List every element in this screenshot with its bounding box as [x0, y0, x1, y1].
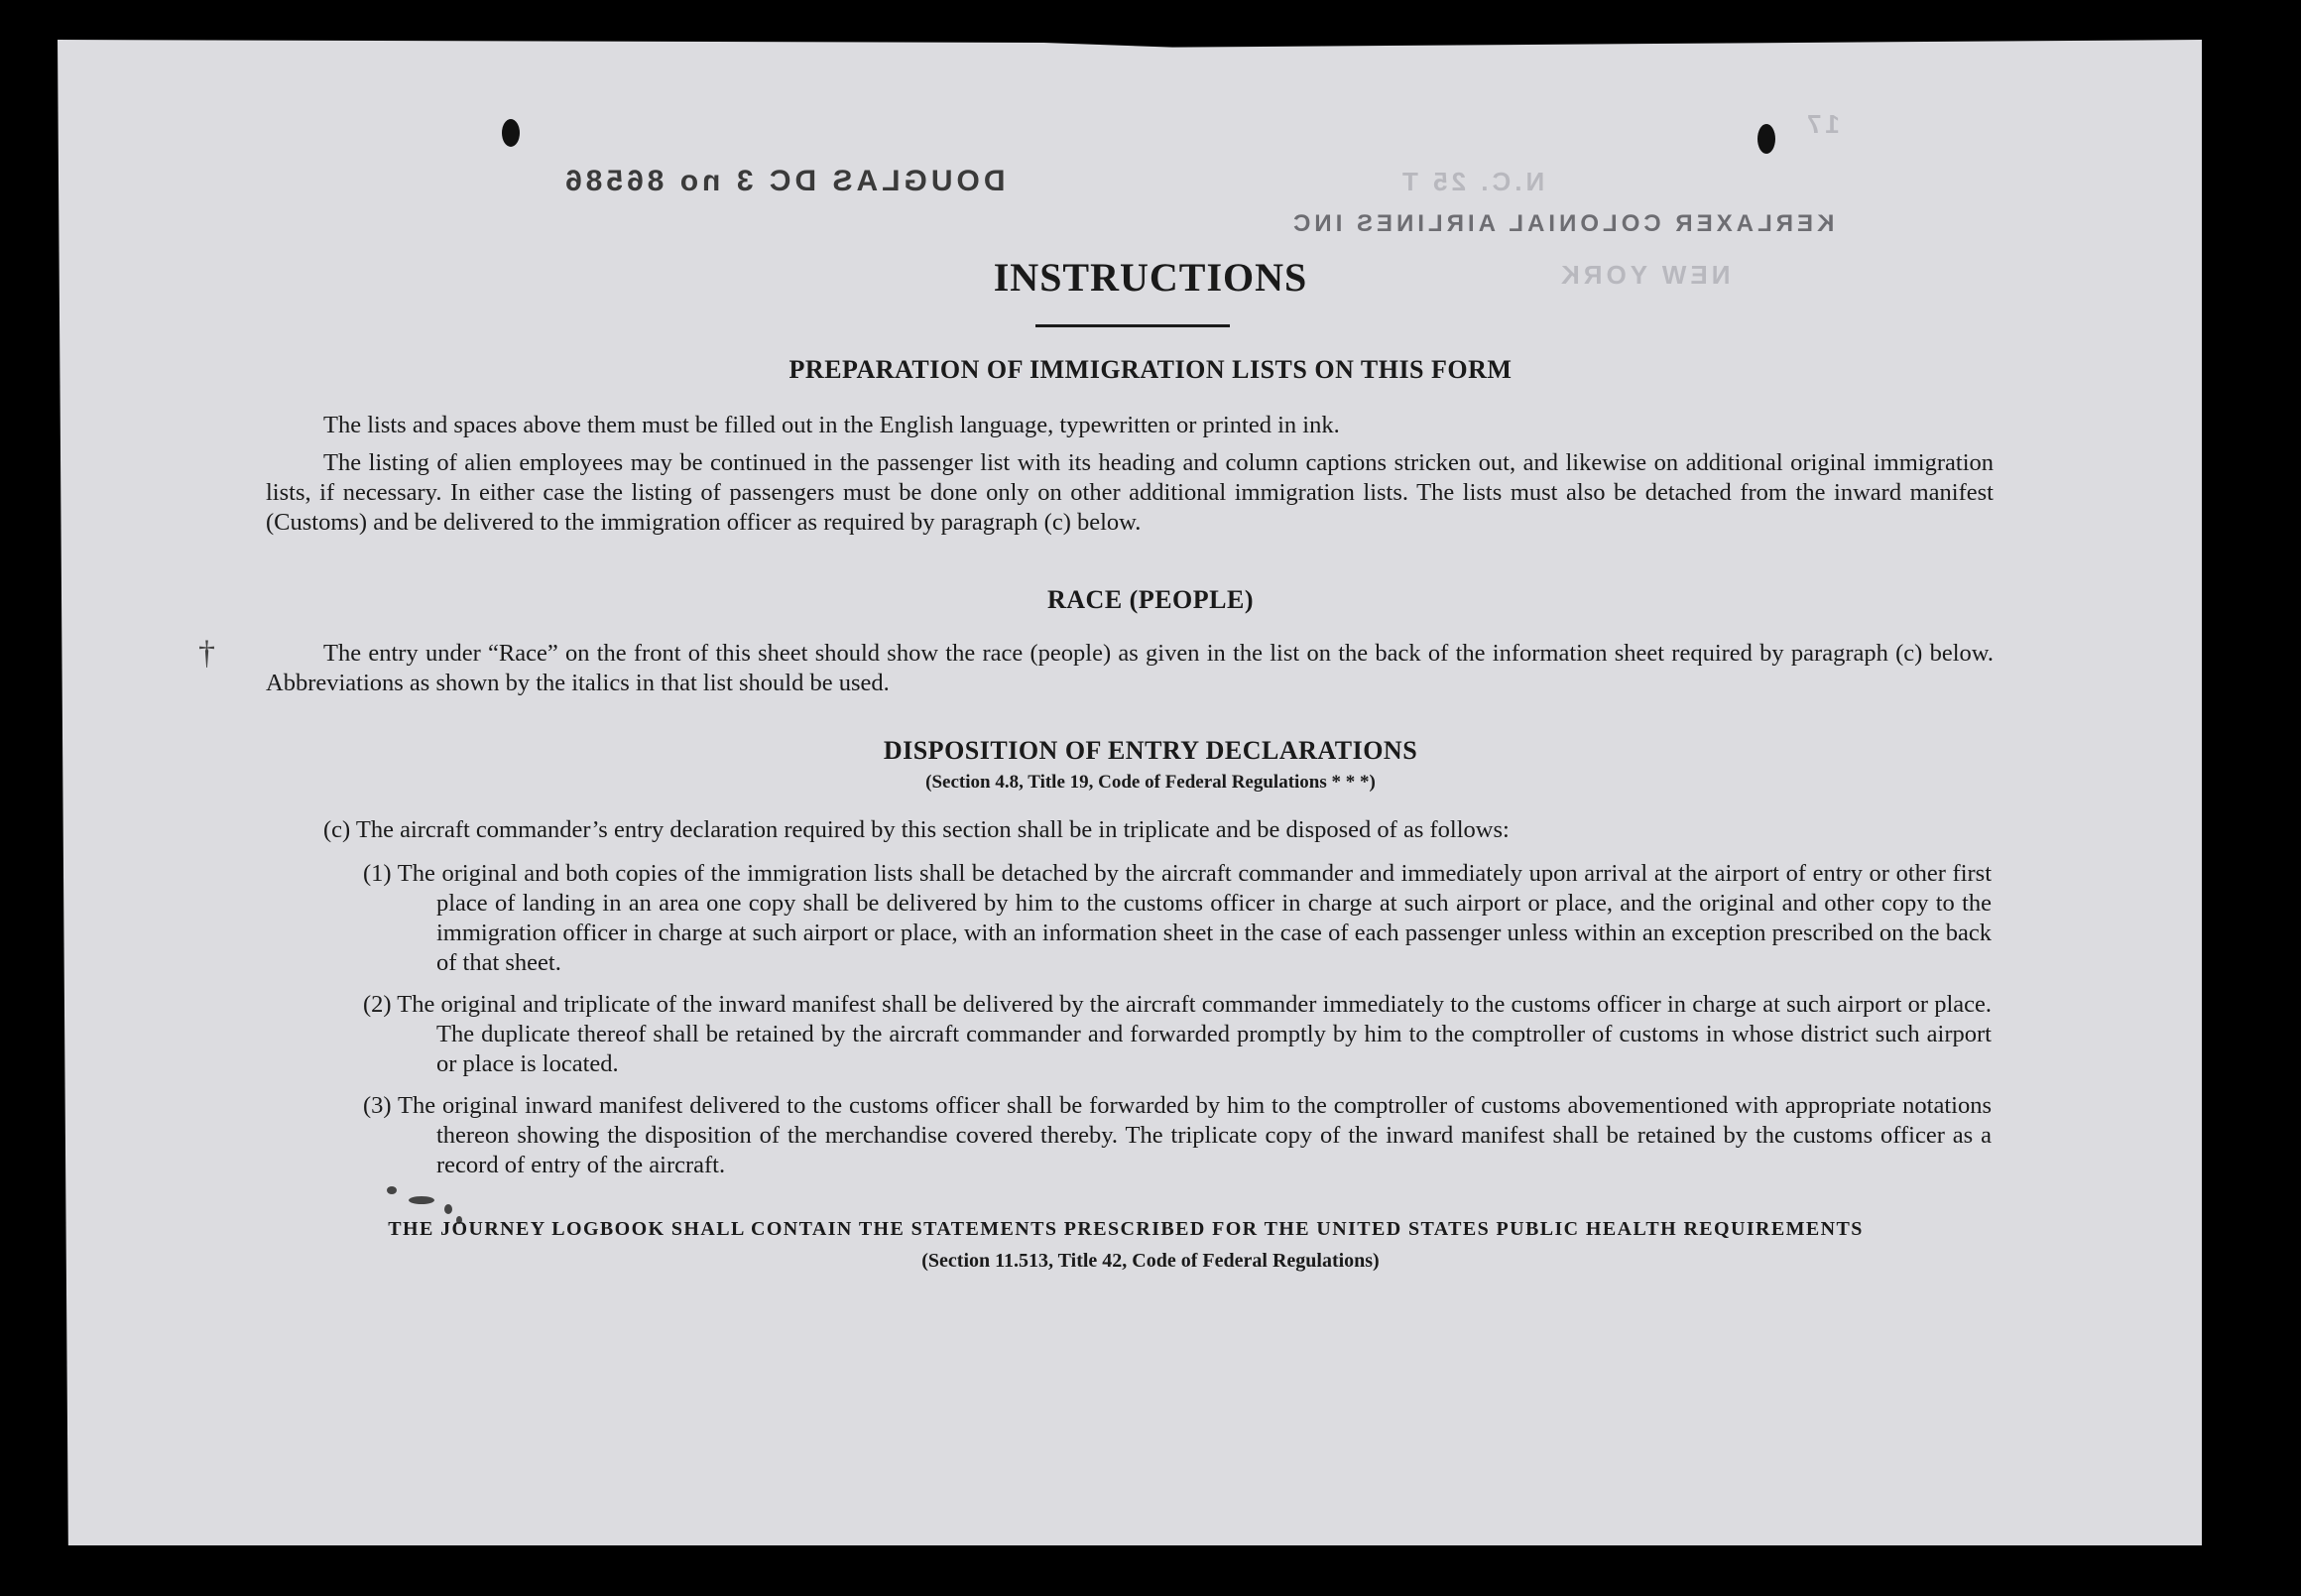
- list-item-disposition-3: (3) The original inward manifest delivered to the customs officer shall be forwarded by him to the comptroller of customs abovementioned with appropriate notations thereon showing the disposition of the merchandise covered thereby. The triplicate copy of the inward manifest shall be retained by the customs officer as a record of entry of the aircraft.: [363, 1092, 1992, 1178]
- paragraph-race: The entry under “Race” on the front of this sheet should show the race (people) as given in the list on the back of the information sheet required by paragraph (c) below. Abbreviations as shown by the italics in that list should be used.: [266, 640, 1994, 696]
- heading-race: RACE (PEOPLE): [1047, 585, 1254, 614]
- heading-disposition: DISPOSITION OF ENTRY DECLARATIONS: [883, 736, 1418, 765]
- show-through-page-number: 17: [1803, 109, 1840, 139]
- show-through-line-c: KERLAXER COLONIAL AIRLINES INC: [1289, 210, 1835, 237]
- title-underline: [1035, 324, 1230, 327]
- show-through-line-b: N.C. 25 T: [1398, 167, 1545, 196]
- footer-requirements: THE JOURNEY LOGBOOK SHALL CONTAIN THE STATEMENTS PRESCRIBED FOR THE UNITED STATES PUBLIC HEALTH REQUIREMENTS: [388, 1218, 1864, 1240]
- heading-preparation: PREPARATION OF IMMIGRATION LISTS ON THIS FORM: [788, 355, 1513, 384]
- list-item-disposition-1: (1) The original and both copies of the immigration lists shall be detached by the aircraft commander and immediately upon arrival at the airport of entry or other first place of landing in an area one copy shall be delivered by him to the customs officer in charge at such airport or place, and the original and other copy to the immigration officer in charge at such airport or place, with an information sheet in the case of each passenger unless within an exception prescribed on the back of that sheet.: [363, 860, 1992, 976]
- subheading-disposition: (Section 4.8, Title 19, Code of Federal Regulations * * *): [925, 772, 1376, 793]
- margin-mark: †: [198, 635, 215, 672]
- footer-citation: (Section 11.513, Title 42, Code of Federal Regulations): [921, 1250, 1380, 1272]
- show-through-line-d: NEW YORK: [1557, 260, 1731, 290]
- page-title: INSTRUCTIONS: [993, 255, 1308, 300]
- paragraph-preparation-2: The listing of alien employees may be continued in the passenger list with its heading and column captions stricken out, and likewise on additional original immigration lists, if necessary. In either case the listing of passengers must be done only on other additional immigration lists. The lists must also be detached from the inward manifest (Customs) and be delivered to the immigration officer as required by paragraph (c) below.: [266, 449, 1994, 536]
- list-item-disposition-2: (2) The original and triplicate of the inward manifest shall be delivered by the aircraft commander immediately to the customs officer in charge at such airport or place. The duplicate thereof shall be retained by the aircraft commander and forwarded promptly by him to the comptroller of customs in whose district such airport or place is located.: [363, 991, 1992, 1077]
- paragraph-disposition-intro: (c) The aircraft commander’s entry declaration required by this section shall be in triplicate and be disposed of as follows:: [323, 816, 1510, 843]
- show-through-line-a: DOUGLAS DC 3 no 86586: [561, 165, 1006, 197]
- paragraph-preparation-1: The lists and spaces above them must be filled out in the English language, typewritten or printed in ink.: [323, 412, 1340, 438]
